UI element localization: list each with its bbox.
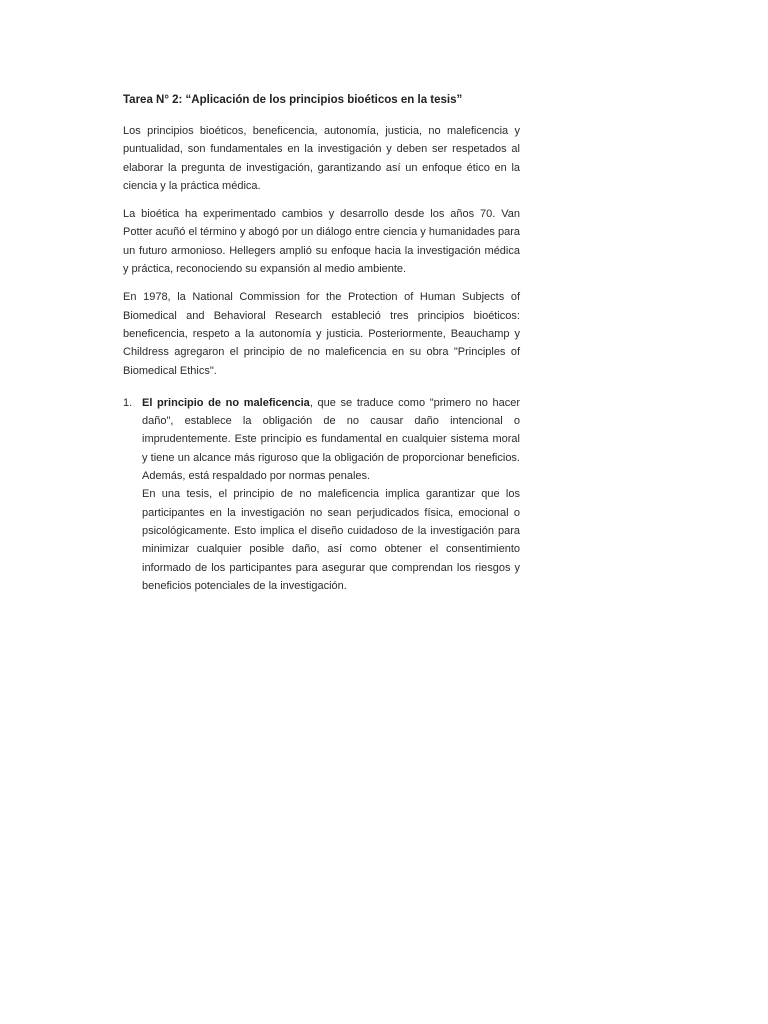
paragraph-history: La bioética ha experimentado cambios y desarrollo desde los años 70. Van Potter acuñó el término y abogó por un diálogo entre ciencia y humanidades para un futuro armonioso. Hellegers amplió su enfoque hacia la investigación médica y práctica, reconociendo su expansión al medio ambiente. xyxy=(123,208,520,276)
list-item-body xyxy=(142,394,520,595)
list-item-first-paragraph xyxy=(142,394,520,485)
document-page xyxy=(123,92,520,595)
document-title: Tarea N° 2: “Aplicación de los principios bioéticos en la tesis” xyxy=(123,94,463,106)
principles-list xyxy=(123,394,520,595)
paragraph-intro: Los principios bioéticos, beneficencia, autonomía, justicia, no maleficencia y puntualidad, son fundamentales en la investigación y deben ser respetados al elaborar la pregunta de investigación, garantizando así un enfoque ético en la ciencia y la práctica médica. xyxy=(123,125,520,192)
paragraph-commission: En 1978, la National Commission for the Protection of Human Subjects of Biomedical and Behavioral Research estableció tres principios bioéticos: beneficencia, respeto a la autonomía y justicia. Posteriormente, Beauchamp y Childress agregaron el principio de no maleficencia en su obra "Principles of Biomedical Ethics". xyxy=(123,291,520,377)
list-item-continuation: En una tesis, el principio de no maleficencia implica garantizar que los participantes en la investigación no sean perjudicados física, emocional o psicológicamente. Esto implica el diseño cuidadoso de la investigación para minimizar cualquier posible daño, así como obtener el consentimiento informado de los participantes para asegurar que comprendan los riesgos y beneficios potenciales de la investigación. xyxy=(142,488,520,592)
list-item-term: El principio de no maleficencia xyxy=(142,396,310,409)
list-item-text: , que se traduce como "primero no hacer daño", establece la obligación de no causar daño intencional o imprudentemente. Este principio es fundamental en cualquier sistema moral y tiene un alcance más riguroso que la obligación de proporcionar beneficios. Además, está respaldado por normas penales. xyxy=(142,396,521,483)
list-item xyxy=(123,394,520,595)
list-item-number: 1. xyxy=(123,396,133,409)
